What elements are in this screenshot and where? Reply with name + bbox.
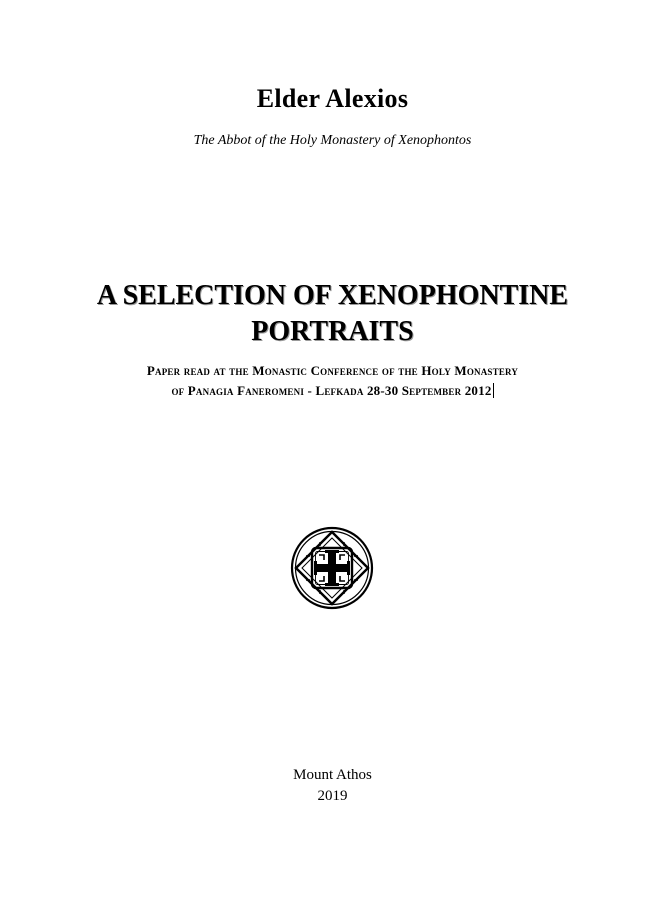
book-subtitle-line-1: Paper read at the Monastic Conference of the Holy Monastery (146, 363, 519, 378)
book-subtitle-line-2-text: of Panagia Faneromeni - Lefkada 28-30 September 2012 (171, 383, 492, 398)
book-subtitle (40, 361, 625, 401)
monastery-seal-cross-icon (290, 526, 374, 610)
book-title-line-2: PORTRAITS (251, 316, 414, 347)
author-role: The Abbot of the Holy Monastery of Xenophontos (193, 133, 472, 148)
imprint-place: Mount Athos (293, 767, 372, 783)
book-title-line-1: A SELECTION OF XENOPHONTINE (96, 280, 569, 311)
imprint-year: 2019 (317, 788, 348, 804)
book-title (40, 278, 625, 350)
author-name: Elder Alexios (256, 84, 409, 113)
text-cursor (493, 383, 494, 398)
book-subtitle-line-2 (40, 381, 625, 401)
imprint (0, 765, 665, 807)
